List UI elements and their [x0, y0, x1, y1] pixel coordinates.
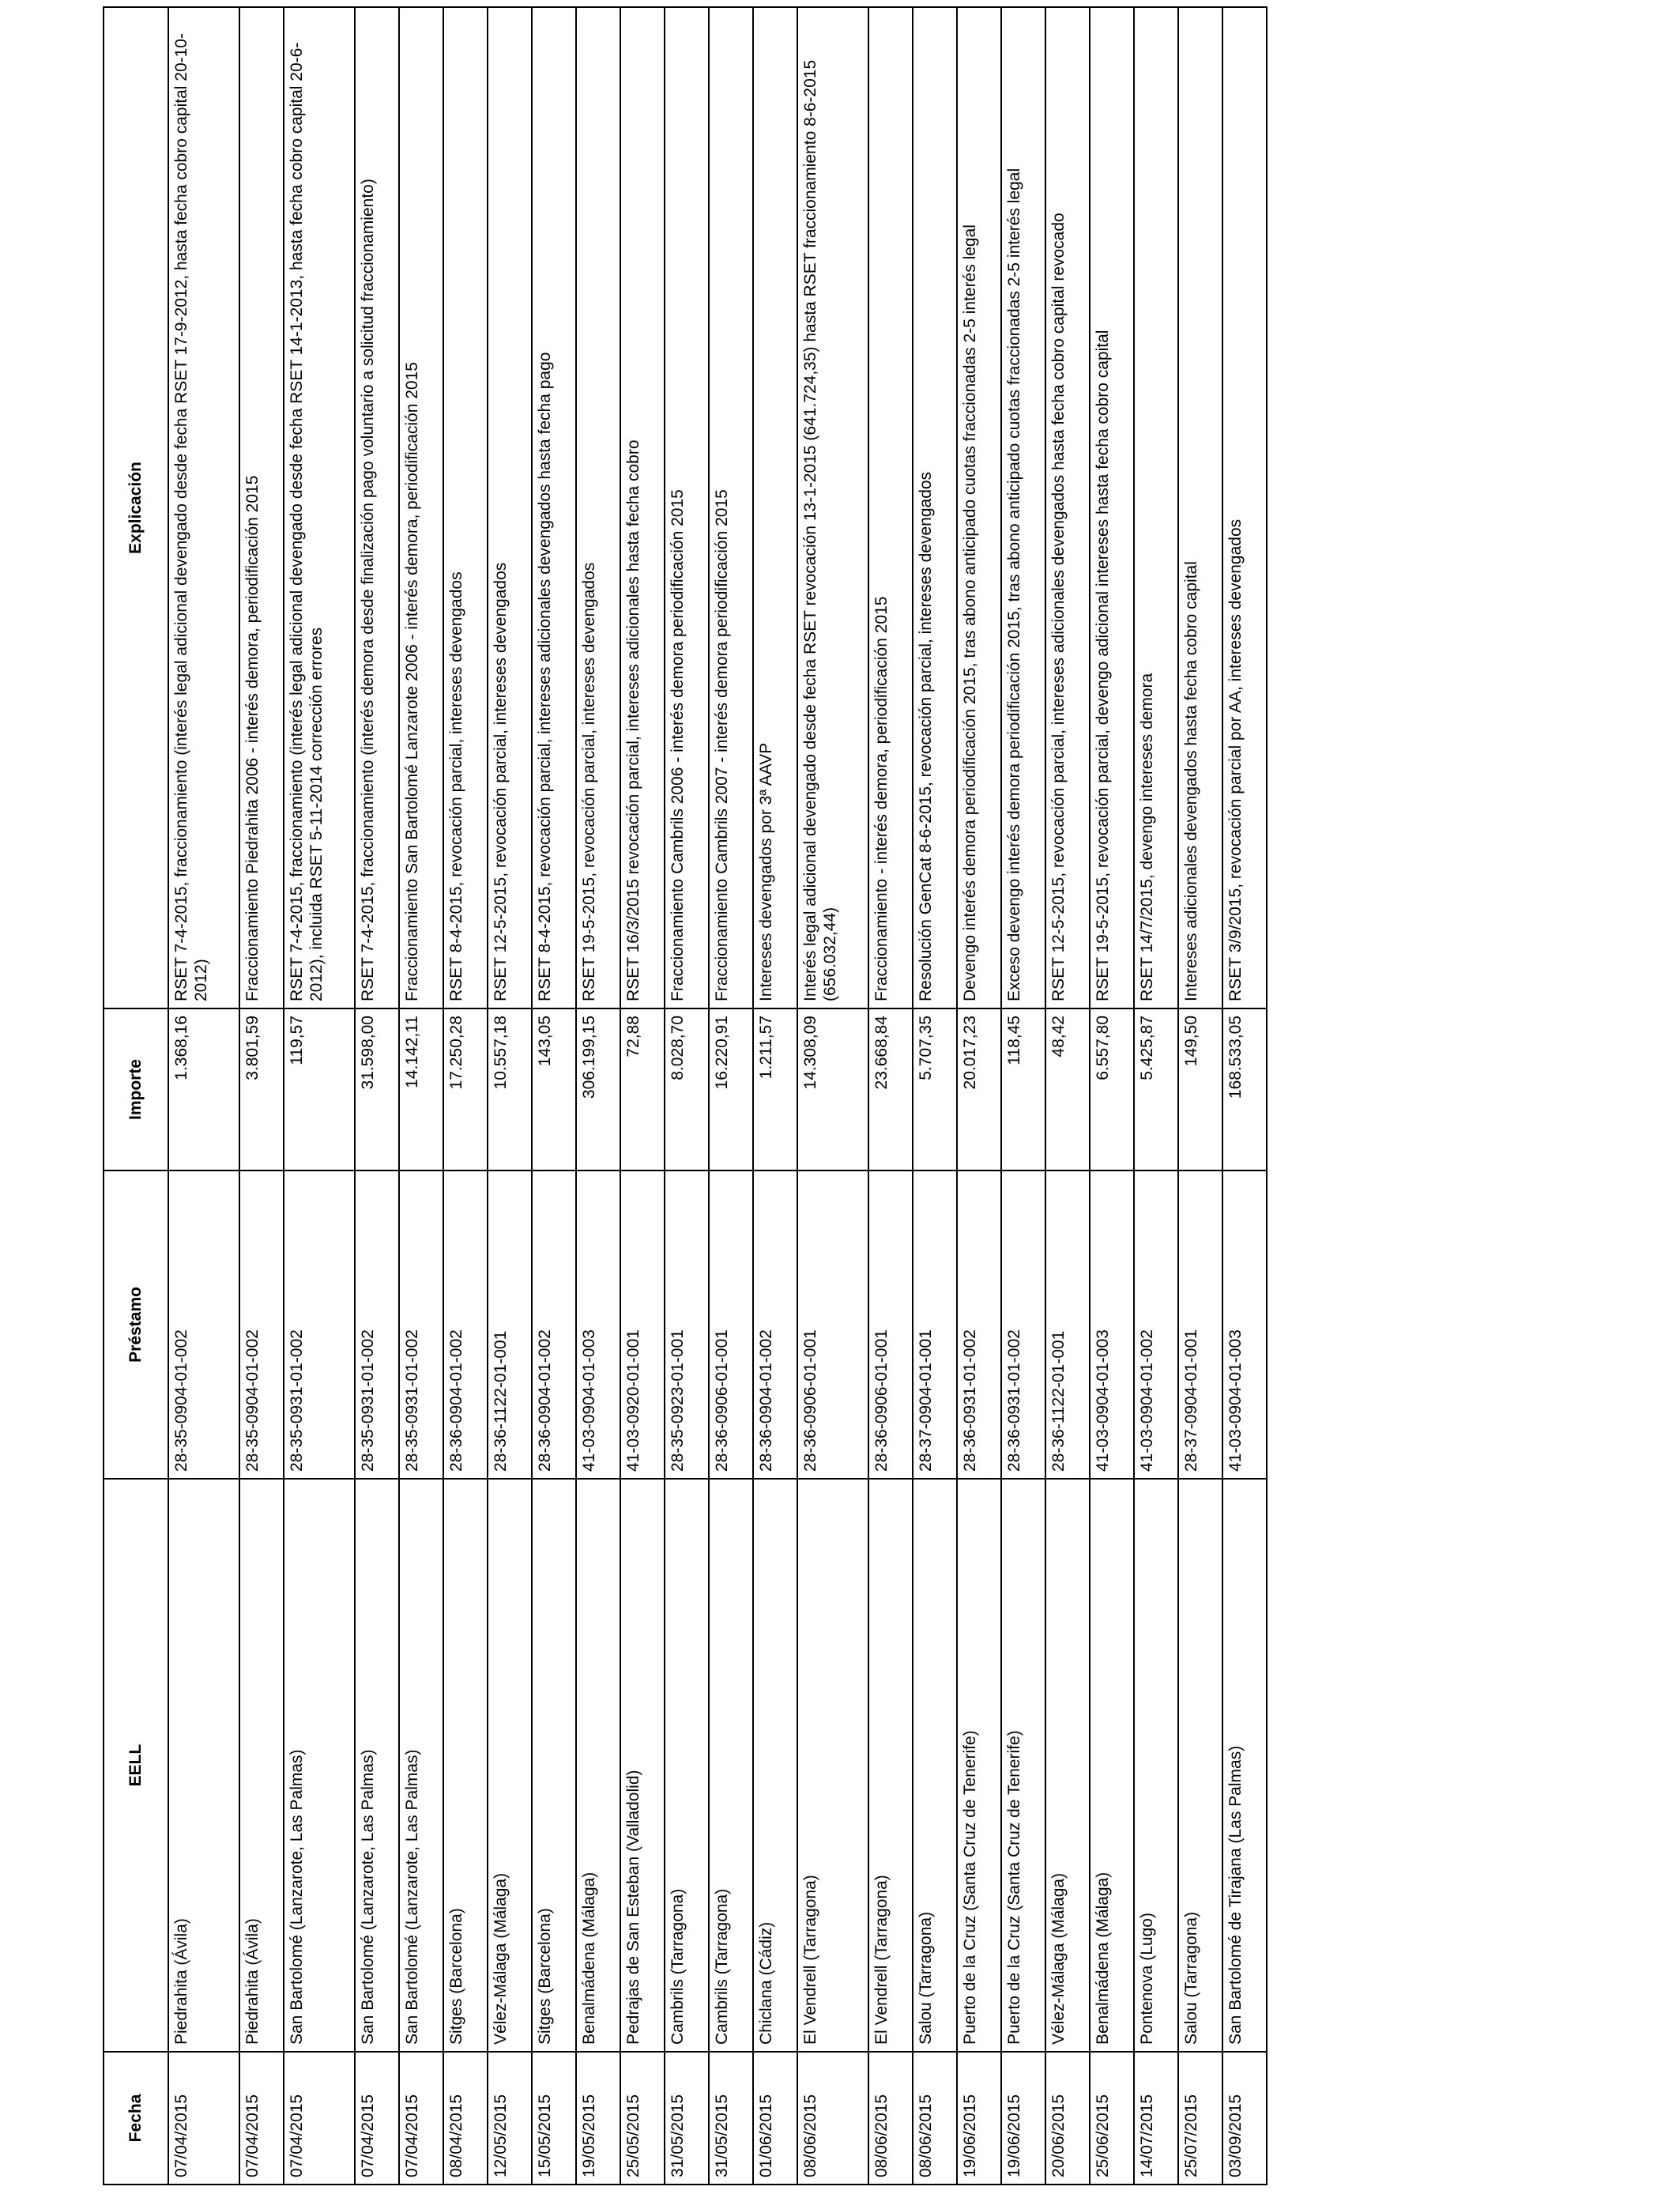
cell-eell: San Bartolomé de Tirajana (Las Palmas) — [1222, 1479, 1267, 2052]
cell-prestamo: 28-36-0904-01-002 — [532, 1171, 576, 1479]
cell-prestamo: 28-35-0904-01-002 — [168, 1171, 239, 1479]
table-row — [913, 7, 957, 2185]
cell-fecha: 01/06/2015 — [753, 2052, 797, 2185]
cell-prestamo: 41-03-0904-01-003 — [576, 1171, 620, 1479]
cell-eell: Puerto de la Cruz (Santa Cruz de Tenerife) — [957, 1479, 1001, 2052]
cell-prestamo: 28-36-0906-01-001 — [868, 1171, 913, 1479]
cell-eell: San Bartolomé (Lanzarote, Las Palmas) — [355, 1479, 399, 2052]
cell-explicacion: RSET 19-5-2015, revocación parcial, intereses devengados — [576, 7, 620, 1008]
cell-prestamo: 28-35-0931-01-002 — [399, 1171, 443, 1479]
cell-fecha: 25/07/2015 — [1178, 2052, 1222, 2185]
table-row — [620, 7, 665, 2185]
cell-explicacion: Fraccionamiento Cambrils 2007 - interés demora periodificación 2015 — [709, 7, 753, 1008]
cell-eell: Cambrils (Tarragona) — [709, 1479, 753, 2052]
cell-importe: 143,05 — [532, 1008, 576, 1171]
table-row — [1134, 7, 1178, 2185]
cell-eell: Chiclana (Cádiz) — [753, 1479, 797, 2052]
table-row — [957, 7, 1001, 2185]
cell-prestamo: 28-36-0904-01-002 — [753, 1171, 797, 1479]
cell-explicacion: RSET 12-5-2015, revocación parcial, intereses devengados — [488, 7, 532, 1008]
cell-prestamo: 28-35-0923-01-001 — [665, 1171, 709, 1479]
cell-importe: 6.557,80 — [1090, 1008, 1134, 1171]
cell-prestamo: 28-36-1122-01-001 — [1045, 1171, 1090, 1479]
table-row — [665, 7, 709, 2185]
table-row — [284, 7, 355, 2185]
cell-eell: Vélez-Málaga (Málaga) — [488, 1479, 532, 2052]
cell-explicacion: Resolución GenCat 8-6-2015, revocación parcial, intereses devengados — [913, 7, 957, 1008]
table-row — [576, 7, 620, 2185]
cell-prestamo: 28-35-0931-01-002 — [355, 1171, 399, 1479]
cell-explicacion: Fraccionamiento Cambrils 2006 - interés demora periodificación 2015 — [665, 7, 709, 1008]
header-explicacion: Explicación — [104, 7, 168, 1008]
table-row — [239, 7, 284, 2185]
table-row — [1222, 7, 1267, 2185]
cell-explicacion: Fraccionamiento - interés demora, periodificación 2015 — [868, 7, 913, 1008]
cell-prestamo: 28-36-0931-01-002 — [957, 1171, 1001, 1479]
cell-explicacion: Exceso devengo interés demora periodificación 2015, tras abono anticipado cuotas fraccionadas 2-5 interés legal — [1001, 7, 1045, 1008]
cell-eell: Pedrajas de San Esteban (Valladolid) — [620, 1479, 665, 2052]
cell-importe: 118,45 — [1001, 1008, 1045, 1171]
cell-fecha: 15/05/2015 — [532, 2052, 576, 2185]
cell-eell: Cambrils (Tarragona) — [665, 1479, 709, 2052]
cell-eell: Piedrahita (Ávila) — [168, 1479, 239, 2052]
table-row — [355, 7, 399, 2185]
cell-eell: San Bartolomé (Lanzarote, Las Palmas) — [399, 1479, 443, 2052]
cell-importe: 8.028,70 — [665, 1008, 709, 1171]
table-row — [1090, 7, 1134, 2185]
cell-fecha: 19/06/2015 — [1001, 2052, 1045, 2185]
cell-explicacion: Devengo interés demora periodificación 2015, tras abono anticipado cuotas fraccionadas 2-5 interés legal — [957, 7, 1001, 1008]
table-row — [1001, 7, 1045, 2185]
cell-prestamo: 28-36-0931-01-002 — [1001, 1171, 1045, 1479]
cell-importe: 306.199,15 — [576, 1008, 620, 1171]
table-row — [443, 7, 488, 2185]
cell-explicacion: RSET 7-4-2015, fraccionamiento (interés legal adicional devengado desde fecha RSET 17-9-2012, hasta fecha cobro capital 20-10-2012) — [168, 7, 239, 1008]
table-row — [797, 7, 868, 2185]
cell-fecha: 25/05/2015 — [620, 2052, 665, 2185]
cell-importe: 14.142,11 — [399, 1008, 443, 1171]
cell-prestamo: 28-36-0906-01-001 — [797, 1171, 868, 1479]
cell-fecha: 08/06/2015 — [913, 2052, 957, 2185]
cell-eell: Benalmádena (Málaga) — [1090, 1479, 1134, 2052]
header-importe: Importe — [104, 1008, 168, 1171]
table-row — [488, 7, 532, 2185]
cell-prestamo: 41-03-0904-01-002 — [1134, 1171, 1178, 1479]
cell-explicacion: RSET 12-5-2015, revocación parcial, intereses adicionales devengados hasta fecha cobro capital revocado — [1045, 7, 1090, 1008]
cell-importe: 10.557,18 — [488, 1008, 532, 1171]
cell-fecha: 31/05/2015 — [665, 2052, 709, 2185]
cell-eell: El Vendrell (Tarragona) — [868, 1479, 913, 2052]
cell-prestamo: 28-36-0904-01-002 — [443, 1171, 488, 1479]
cell-fecha: 07/04/2015 — [355, 2052, 399, 2185]
cell-explicacion: RSET 8-4-2015, revocación parcial, intereses devengados — [443, 7, 488, 1008]
cell-importe: 1.211,57 — [753, 1008, 797, 1171]
cell-eell: San Bartolomé (Lanzarote, Las Palmas) — [284, 1479, 355, 2052]
cell-fecha: 25/06/2015 — [1090, 2052, 1134, 2185]
cell-fecha: 19/06/2015 — [957, 2052, 1001, 2185]
cell-explicacion: RSET 7-4-2015, fraccionamiento (interés demora desde finalización pago voluntario a solicitud fraccionamiento) — [355, 7, 399, 1008]
cell-prestamo: 28-35-0904-01-002 — [239, 1171, 284, 1479]
cell-prestamo: 28-36-0906-01-001 — [709, 1171, 753, 1479]
cell-importe: 5.707,35 — [913, 1008, 957, 1171]
cell-eell: Puerto de la Cruz (Santa Cruz de Tenerife) — [1001, 1479, 1045, 2052]
cell-explicacion: Interés legal adicional devengado desde fecha RSET revocación 13-1-2015 (641.724,35) hasta RSET fraccionamiento 8-6-2015 (656.032,44) — [797, 7, 868, 1008]
table-row — [1178, 7, 1222, 2185]
cell-fecha: 07/04/2015 — [284, 2052, 355, 2185]
cell-fecha: 31/05/2015 — [709, 2052, 753, 2185]
cell-prestamo: 41-03-0904-01-003 — [1090, 1171, 1134, 1479]
header-fecha: Fecha — [104, 2052, 168, 2185]
cell-eell: Benalmádena (Málaga) — [576, 1479, 620, 2052]
cell-prestamo: 28-36-1122-01-001 — [488, 1171, 532, 1479]
cell-explicacion: Fraccionamiento Piedrahita 2006 - interés demora, periodificación 2015 — [239, 7, 284, 1008]
table-row — [868, 7, 913, 2185]
cell-fecha: 14/07/2015 — [1134, 2052, 1178, 2185]
cell-importe: 72,88 — [620, 1008, 665, 1171]
cell-importe: 17.250,28 — [443, 1008, 488, 1171]
header-eell: EELL — [104, 1479, 168, 2052]
cell-importe: 1.368,16 — [168, 1008, 239, 1171]
cell-fecha: 07/04/2015 — [168, 2052, 239, 2185]
cell-explicacion: RSET 8-4-2015, revocación parcial, intereses adicionales devengados hasta fecha pago — [532, 7, 576, 1008]
table-row — [1045, 7, 1090, 2185]
cell-eell: Sitges (Barcelona) — [532, 1479, 576, 2052]
cell-importe: 31.598,00 — [355, 1008, 399, 1171]
cell-prestamo: 28-35-0931-01-002 — [284, 1171, 355, 1479]
cell-prestamo: 28-37-0904-01-001 — [1178, 1171, 1222, 1479]
cell-importe: 23.668,84 — [868, 1008, 913, 1171]
cell-prestamo: 41-03-0904-01-003 — [1222, 1171, 1267, 1479]
cell-explicacion: RSET 3/9/2015, revocación parcial por AA, intereses devengados — [1222, 7, 1267, 1008]
loans-table — [103, 6, 1268, 2185]
cell-importe: 48,42 — [1045, 1008, 1090, 1171]
cell-importe: 149,50 — [1178, 1008, 1222, 1171]
cell-explicacion: RSET 14/7/2015, devengo intereses demora — [1134, 7, 1178, 1008]
table-row — [168, 7, 239, 2185]
cell-eell: El Vendrell (Tarragona) — [797, 1479, 868, 2052]
cell-fecha: 03/09/2015 — [1222, 2052, 1267, 2185]
cell-importe: 5.425,87 — [1134, 1008, 1178, 1171]
cell-fecha: 08/04/2015 — [443, 2052, 488, 2185]
cell-explicacion: RSET 16/3/2015 revocación parcial, intereses adicionales hasta fecha cobro — [620, 7, 665, 1008]
header-prestamo: Préstamo — [104, 1171, 168, 1479]
cell-importe: 14.308,09 — [797, 1008, 868, 1171]
cell-prestamo: 41-03-0920-01-001 — [620, 1171, 665, 1479]
cell-explicacion: RSET 7-4-2015, fraccionamiento (interés legal adicional devengado desde fecha RSET 14-1-2013, hasta fecha cobro capital 20-6-2012), incluida RSET 5-11-2014 corrección errores — [284, 7, 355, 1008]
cell-eell: Vélez-Málaga (Málaga) — [1045, 1479, 1090, 2052]
cell-fecha: 20/06/2015 — [1045, 2052, 1090, 2185]
cell-explicacion: Fraccionamiento San Bartolomé Lanzarote 2006 - interés demora, periodificación 2015 — [399, 7, 443, 1008]
cell-fecha: 08/06/2015 — [797, 2052, 868, 2185]
cell-fecha: 12/05/2015 — [488, 2052, 532, 2185]
cell-fecha: 07/04/2015 — [399, 2052, 443, 2185]
table-row — [709, 7, 753, 2185]
cell-importe: 168.533,05 — [1222, 1008, 1267, 1171]
cell-explicacion: RSET 19-5-2015, revocación parcial, devengo adicional intereses hasta fecha cobro capital — [1090, 7, 1134, 1008]
cell-fecha: 08/06/2015 — [868, 2052, 913, 2185]
cell-eell: Pontenova (Lugo) — [1134, 1479, 1178, 2052]
cell-importe: 16.220,91 — [709, 1008, 753, 1171]
cell-explicacion: Intereses adicionales devengados hasta fecha cobro capital — [1178, 7, 1222, 1008]
table-row — [399, 7, 443, 2185]
cell-eell: Piedrahita (Ávila) — [239, 1479, 284, 2052]
cell-fecha: 19/05/2015 — [576, 2052, 620, 2185]
table-row — [532, 7, 576, 2185]
table-header-row — [104, 7, 168, 2185]
table-row — [753, 7, 797, 2185]
cell-eell: Sitges (Barcelona) — [443, 1479, 488, 2052]
cell-fecha: 07/04/2015 — [239, 2052, 284, 2185]
cell-importe: 20.017,23 — [957, 1008, 1001, 1171]
cell-explicacion: Intereses devengados por 3ª AAVP — [753, 7, 797, 1008]
cell-importe: 3.801,59 — [239, 1008, 284, 1171]
rotated-page — [103, 8, 1264, 2185]
cell-importe: 119,57 — [284, 1008, 355, 1171]
cell-eell: Salou (Tarragona) — [913, 1479, 957, 2052]
cell-prestamo: 28-37-0904-01-001 — [913, 1171, 957, 1479]
cell-eell: Salou (Tarragona) — [1178, 1479, 1222, 2052]
